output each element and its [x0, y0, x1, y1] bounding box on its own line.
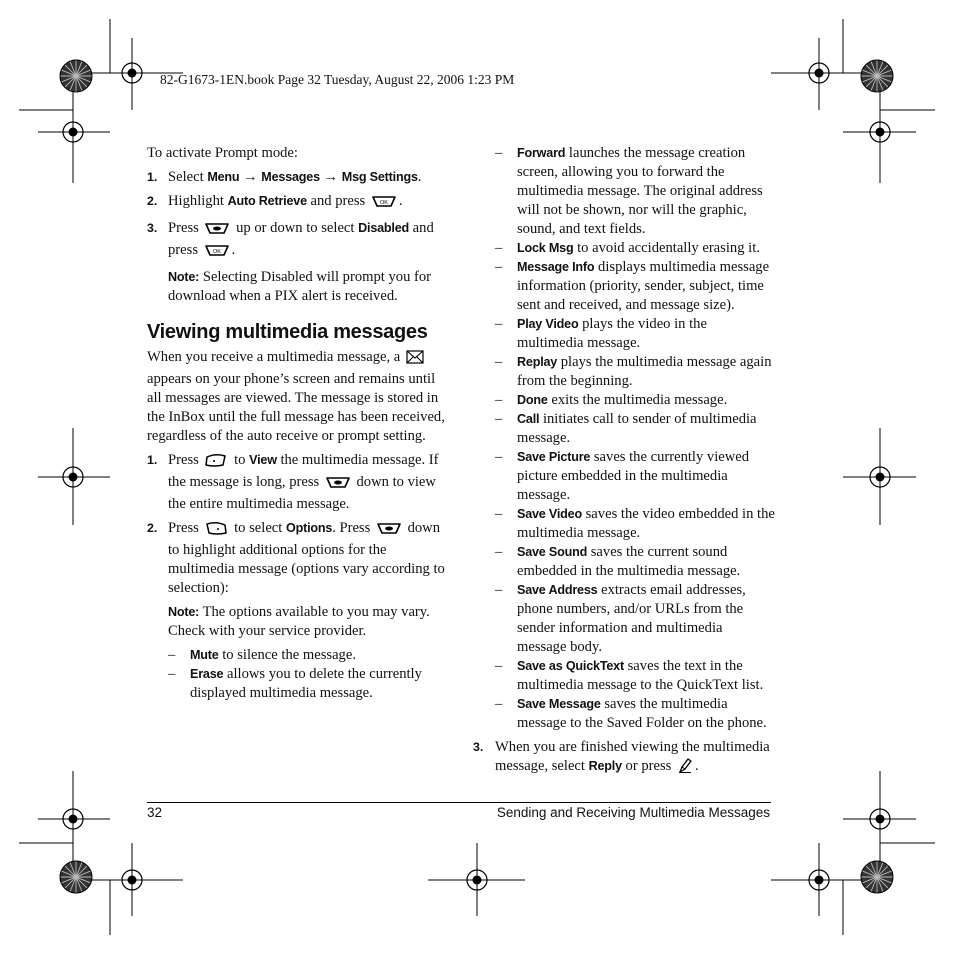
- step-number: 1.: [147, 453, 158, 467]
- svg-text:OK: OK: [212, 249, 221, 255]
- page-number: 32: [147, 805, 163, 820]
- section-heading: Viewing multimedia messages: [147, 321, 428, 343]
- intro-text: To activate Prompt mode:: [147, 145, 298, 161]
- step-number: 1.: [147, 170, 158, 184]
- option-erase: – Erase allows you to delete the currently displayed multimedia message.: [168, 666, 422, 701]
- note-options: Note: The options available to you may vary. Check with your service provider.: [168, 604, 430, 639]
- option-save-video: – Save Video saves the video embedded in the multimedia message.: [495, 506, 775, 541]
- pencil-key-icon: [677, 757, 693, 779]
- step-number: 2.: [147, 521, 158, 535]
- right-softkey-icon: [204, 521, 228, 541]
- step-number: 3.: [147, 221, 158, 235]
- chapter-title: Sending and Receiving Multimedia Messages: [496, 805, 770, 820]
- envelope-icon: [406, 350, 424, 370]
- step-number: 2.: [147, 194, 158, 208]
- option-mute: – Mute to silence the message.: [168, 647, 356, 663]
- step-2: 2. Highlight Auto Retrieve and press OK .: [147, 192, 447, 214]
- option-save-picture: – Save Picture saves the currently viewed picture embedded in the multimedia message.: [495, 449, 750, 503]
- left-softkey-icon: [204, 453, 228, 473]
- navigation-key-icon: [325, 476, 351, 495]
- option-forward: – Forward launches the message creation screen, allowing you to forward the multimedia message. The original address will not be shown, nor will the graphic, sound, and text fields.: [495, 145, 763, 237]
- step-1: 1. Select Menu → Messages → Msg Settings.: [147, 169, 422, 185]
- option-save-quicktext: – Save as QuickText saves the text in the multimedia message to the QuickText list.: [495, 658, 764, 693]
- option-play-video: – Play Video plays the video in the multimedia message.: [495, 316, 707, 351]
- step-3: 3. Press up or down to select Disabled and press OK .: [147, 219, 447, 263]
- ok-key-icon: [204, 244, 230, 263]
- option-save-address: – Save Address extracts email addresses, phone numbers, and/or URLs from the sender information and multimedia message body.: [495, 582, 746, 655]
- option-lock-msg: – Lock Msg to avoid accidentally erasing it.: [495, 240, 760, 256]
- view-step-1: 1. Press to View the multimedia message. If the message is long, press down to view the entire multimedia message.: [147, 452, 439, 512]
- print-stamp: 82-G1673-1EN.book Page 32 Tuesday, August 22, 2006 1:23 PM: [160, 72, 515, 87]
- view-step-3: 3. When you are finished viewing the multimedia message, select Reply or press .: [473, 738, 775, 779]
- navigation-key-icon: [204, 222, 230, 241]
- option-save-message: – Save Message saves the multimedia message to the Saved Folder on the phone.: [495, 696, 767, 731]
- view-step-2: 2. Press to select Options. Press down to highlight additional options for the multimedia message (options vary according to selection):: [147, 520, 445, 596]
- option-message-info: – Message Info displays multimedia message information (priority, sender, subject, time sent and received, and message size).: [495, 259, 770, 313]
- note-prompt: Note: Selecting Disabled will prompt you for download when a PIX alert is received.: [168, 269, 432, 304]
- option-save-sound: – Save Sound saves the current sound embedded in the multimedia message.: [495, 544, 741, 579]
- ok-key-icon: [371, 195, 397, 214]
- navigation-key-icon: [376, 522, 402, 541]
- svg-text:OK: OK: [379, 200, 388, 206]
- step-number: 3.: [473, 740, 484, 754]
- option-replay: – Replay plays the multimedia message again from the beginning.: [495, 354, 772, 389]
- option-call: – Call initiates call to sender of multimedia message.: [495, 411, 757, 446]
- footer-rule: [147, 802, 771, 803]
- left-column: [147, 144, 447, 703]
- section-intro: When you receive a multimedia message, a appears on your phone’s screen and remains until all messages are viewed. The message is stored in the InBox until the full message has been received, regardless of the auto receive or prompt setting.: [147, 349, 445, 444]
- right-column: [473, 144, 775, 784]
- option-done: – Done exits the multimedia message.: [495, 392, 728, 408]
